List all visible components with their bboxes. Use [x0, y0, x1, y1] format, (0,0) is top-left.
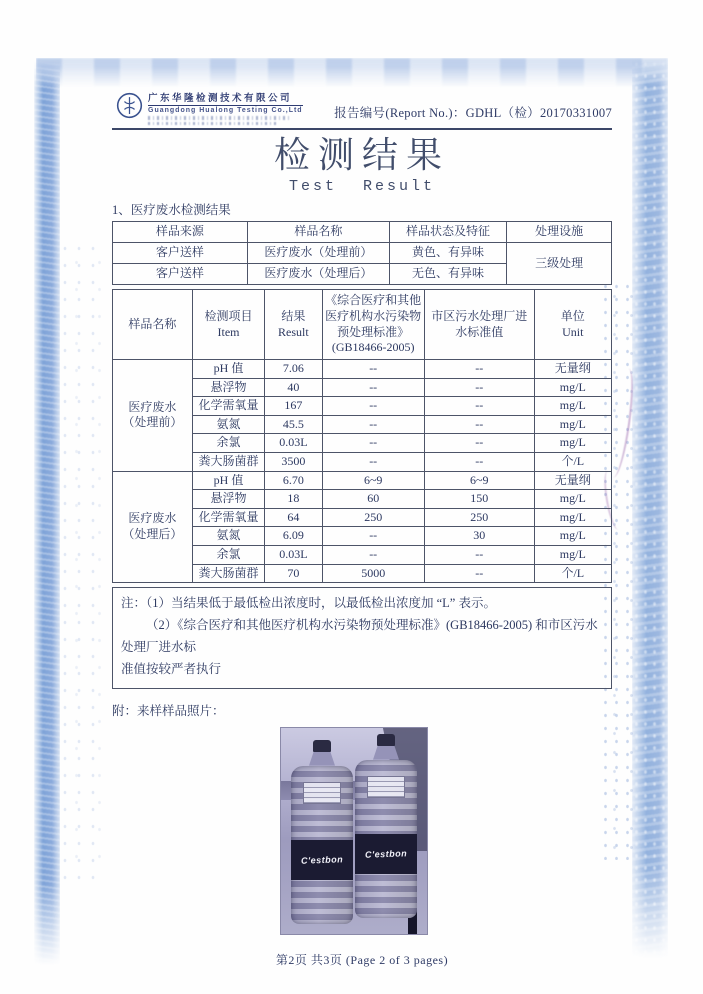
- item-cell: 余氯: [192, 434, 264, 453]
- header-line: 预处理标准》: [337, 324, 410, 339]
- item-cell: 粪大肠菌群: [192, 564, 264, 583]
- result-cell: 3500: [265, 452, 322, 471]
- unit-cell: mg/L: [534, 378, 611, 397]
- gb-standard-cell: 6~9: [322, 471, 424, 490]
- header-line: 《综合医疗和其他: [325, 293, 422, 308]
- header-line: 水标准值: [455, 324, 504, 339]
- city-standard-cell: 6~9: [424, 471, 534, 490]
- letterhead: [112, 88, 612, 130]
- gb-standard-cell: --: [322, 452, 424, 471]
- treatment-facility-cell: 三级处理: [507, 243, 612, 285]
- unit-cell: 个/L: [534, 452, 611, 471]
- header-cn: 检测项目: [204, 308, 253, 323]
- result-cell: 0.03L: [265, 434, 322, 453]
- bottle-brand-label: [291, 840, 353, 880]
- company-logo-block: [116, 90, 303, 125]
- city-standard-cell: --: [424, 360, 534, 379]
- header-en: Unit: [562, 324, 584, 339]
- city-standard-cell: 30: [424, 527, 534, 546]
- item-cell: 氨氮: [192, 527, 264, 546]
- page-footer: 第2页 共3页 (Page 2 of 3 pages): [275, 952, 449, 967]
- gb-standard-cell: 250: [322, 508, 424, 527]
- item-cell: 余氯: [192, 545, 264, 564]
- bottle-brand-text: C'estbon: [300, 853, 344, 866]
- company-name-lines: [148, 90, 303, 125]
- city-standard-cell: --: [424, 545, 534, 564]
- result-cell: 18: [265, 490, 322, 509]
- header-en: Item: [217, 324, 240, 339]
- unit-cell: 个/L: [534, 564, 611, 583]
- gb-standard-cell: --: [322, 378, 424, 397]
- sample-line: （处理前）: [122, 415, 183, 430]
- header-cn: 结果: [281, 308, 306, 323]
- sample-line: （处理后）: [122, 526, 183, 541]
- test-results-table: [112, 289, 612, 583]
- scan-edge-top: [36, 58, 668, 88]
- bottle-brand-text: C'estbon: [364, 847, 408, 860]
- item-cell: 氨氮: [192, 415, 264, 434]
- unit-cell: mg/L: [534, 397, 611, 416]
- unit-cell: mg/L: [534, 415, 611, 434]
- sample-group-cell: [113, 471, 193, 583]
- city-standard-cell: --: [424, 434, 534, 453]
- sample-sticker: [367, 776, 405, 798]
- sample-state-cell: 黄色、有异味: [389, 243, 506, 264]
- sample-source-cell: 客户送样: [113, 264, 248, 285]
- city-standard-cell: --: [424, 564, 534, 583]
- result-cell: 0.03L: [265, 545, 322, 564]
- sample-source-cell: 客户送样: [113, 243, 248, 264]
- item-cell: 化学需氧量: [192, 397, 264, 416]
- sample-line: 医疗废水: [128, 511, 177, 526]
- sample-line: 医疗废水: [128, 399, 177, 414]
- result-cell: 7.06: [265, 360, 322, 379]
- gb-standard-cell: --: [322, 415, 424, 434]
- note-line: 注：（1）当结果低于最低检出浓度时，以最低检出浓度加 “L” 表示。: [121, 596, 496, 611]
- bottle-right: [355, 734, 417, 930]
- table-header-row: [113, 290, 612, 360]
- report-number: 报告编号(Report No.)：GDHL（检）20170331007: [334, 106, 612, 120]
- unit-cell: 无量纲: [534, 360, 611, 379]
- col-header-item: [192, 290, 264, 360]
- sample-info-table: [112, 221, 612, 285]
- result-cell: 45.5: [265, 415, 322, 434]
- bottle-cap: [377, 734, 395, 746]
- item-cell: 悬浮物: [192, 378, 264, 397]
- bottle-neck: [309, 752, 335, 766]
- col-header-sample: 样品名称: [113, 290, 193, 360]
- col-header: 样品来源: [113, 222, 248, 243]
- col-header: 处理设施: [507, 222, 612, 243]
- sample-state-cell: 无色、有异味: [389, 264, 506, 285]
- header-en: Result: [278, 324, 309, 339]
- bottle-brand-label: [355, 834, 417, 874]
- col-header: 样品状态及特征: [389, 222, 506, 243]
- company-contact-line: [148, 122, 276, 126]
- unit-cell: 无量纲: [534, 471, 611, 490]
- bottle-body: [355, 760, 417, 918]
- sample-group-cell: [113, 360, 193, 472]
- table-row: [113, 360, 612, 379]
- company-logo-icon: [116, 92, 143, 119]
- sample-name-cell: 医疗废水（处理前）: [247, 243, 389, 264]
- header-cn: 单位: [560, 308, 585, 323]
- gb-standard-cell: 60: [322, 490, 424, 509]
- sample-photo: [280, 727, 428, 935]
- scan-edge-right: [632, 58, 668, 958]
- company-name-en: Guangdong Hualong Testing Co.,Ltd: [148, 107, 303, 114]
- city-standard-cell: --: [424, 397, 534, 416]
- company-name-cn: 广东华隆检测技术有限公司: [148, 90, 303, 106]
- col-header-result: [265, 290, 322, 360]
- table-header-row: [113, 222, 612, 243]
- notes-box: [112, 587, 612, 689]
- gb-standard-cell: --: [322, 397, 424, 416]
- item-cell: pH 值: [192, 360, 264, 379]
- unit-cell: mg/L: [534, 434, 611, 453]
- attachment-label: 附：来样样品照片：: [112, 703, 225, 718]
- company-address-line: [148, 116, 290, 120]
- sample-name-cell: 医疗废水（处理后）: [247, 264, 389, 285]
- col-header-unit: [534, 290, 611, 360]
- table-row: [113, 243, 612, 264]
- city-standard-cell: 250: [424, 508, 534, 527]
- note-line: 准值按较严者执行: [121, 661, 222, 676]
- section-heading: 1、医疗废水检测结果: [112, 203, 231, 217]
- result-cell: 6.09: [265, 527, 322, 546]
- unit-cell: mg/L: [534, 508, 611, 527]
- result-cell: 6.70: [265, 471, 322, 490]
- col-header: 样品名称: [247, 222, 389, 243]
- result-cell: 70: [265, 564, 322, 583]
- item-cell: 化学需氧量: [192, 508, 264, 527]
- unit-cell: mg/L: [534, 490, 611, 509]
- item-cell: 粪大肠菌群: [192, 452, 264, 471]
- item-cell: 悬浮物: [192, 490, 264, 509]
- city-standard-cell: --: [424, 452, 534, 471]
- city-standard-cell: --: [424, 415, 534, 434]
- city-standard-cell: 150: [424, 490, 534, 509]
- gb-standard-cell: 5000: [322, 564, 424, 583]
- bottle-left: [291, 740, 353, 930]
- result-cell: 64: [265, 508, 322, 527]
- gb-standard-cell: --: [322, 360, 424, 379]
- scan-speckles-left: [58, 240, 102, 880]
- document-body: [112, 88, 612, 968]
- table-row: [113, 471, 612, 490]
- unit-cell: mg/L: [534, 527, 611, 546]
- gb-standard-cell: --: [322, 527, 424, 546]
- note-line: （2）《综合医疗和其他医疗机构水污染物预处理标准》(GB18466-2005) 和市区污水处理厂进水标: [121, 618, 598, 654]
- page-title-en: Test Result: [288, 178, 436, 195]
- header-line: 医疗机构水污染物: [325, 308, 422, 323]
- header-line: (GB18466-2005): [331, 340, 415, 355]
- col-header-city-standard: [424, 290, 534, 360]
- sample-sticker: [303, 782, 341, 804]
- bottle-neck: [373, 746, 399, 760]
- header-line: 市区污水处理厂进: [431, 308, 528, 323]
- gb-standard-cell: --: [322, 545, 424, 564]
- bottle-cap: [313, 740, 331, 752]
- gb-standard-cell: --: [322, 434, 424, 453]
- item-cell: pH 值: [192, 471, 264, 490]
- scan-edge-left: [34, 60, 60, 965]
- col-header-gb-standard: [322, 290, 424, 360]
- bottle-body: [291, 766, 353, 924]
- result-cell: 40: [265, 378, 322, 397]
- result-cell: 167: [265, 397, 322, 416]
- city-standard-cell: --: [424, 378, 534, 397]
- page-title: 检测结果: [273, 135, 450, 175]
- unit-cell: mg/L: [534, 545, 611, 564]
